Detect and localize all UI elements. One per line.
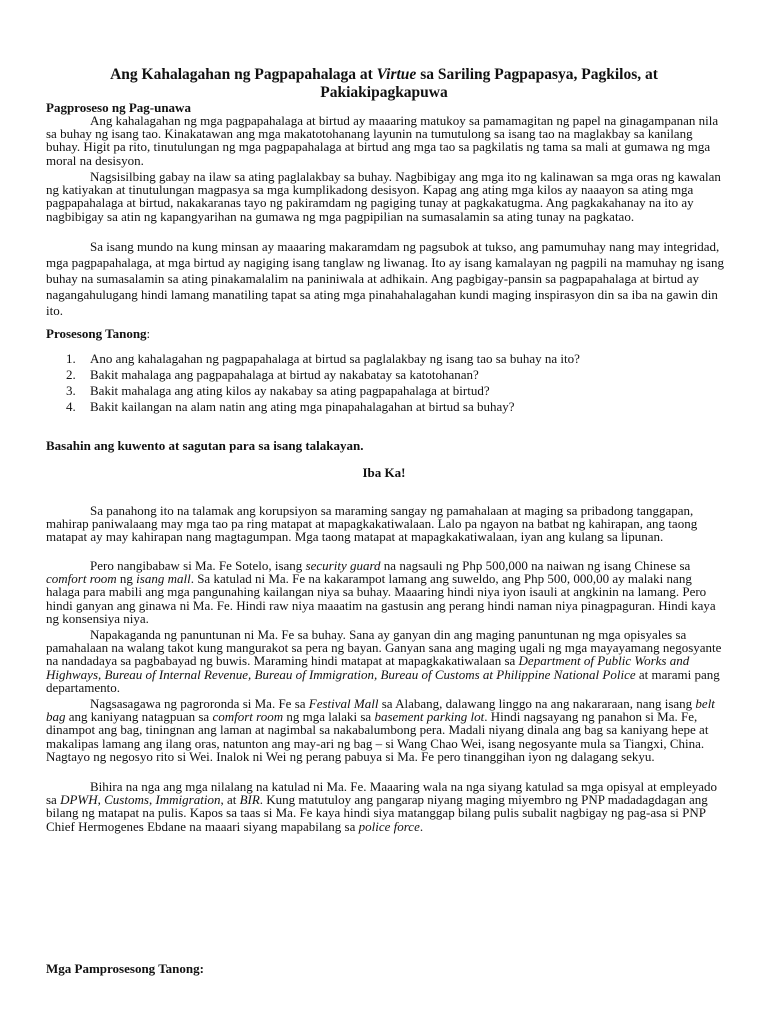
story-paragraph-5: Bihira na nga ang mga nilalang na katulad ni Ma. Fe. Maaaring wala na nga siyang katulad sa mga opisyal at empleyado sa DPWH, Customs, Immigration, at BIR. Kung matutuloy ang pangarap niyang maging miyembro ng PNP madadagdagan ang bilang ng matapat na pulis. Kapos sa taas si Ma. Fe kaya hindi siya matanggap bilang pulis subalit nagbigay ng pag-asa si PNP Chief Hermogenes Ebdane na maaari siyang mapabilang sa police force. [46,779,718,834]
list-item: 2. Bakit mahalaga ang pagpapahalaga at birtud ay nakabatay sa katotohanan? [66,367,479,382]
title-line-2: Pakiakipagkapuwa [320,84,448,101]
list-item: 1. Ano ang kahalagahan ng pagpapahalaga at birtud sa paglalakbay ng isang tao sa buhay na ito? [66,351,580,366]
list-item: 4. Bakit kailangan na alam natin ang ating mga pinapahalagahan at birtud sa buhay? [66,399,515,414]
title-line-1: Ang Kahalagahan ng Pagpapahalaga at Virtue sa Sariling Pagpapasya, Pagkilos, at [110,66,658,83]
story-title: Iba Ka! [362,465,406,480]
section-heading-pagproseso: Pagproseso ng Pag-unawa [46,100,191,115]
question-list [46,351,728,415]
story-paragraph-2: Pero nangibabaw si Ma. Fe Sotelo, isang security guard na nagsauli ng Php 500,000 na naiwan ng isang Chinese sa comfort room ng isang mall. Sa katulad ni Ma. Fe na kakarampot lamang ang suweldo, ang Php 500, 000,00 ay malaki nang halaga para mabili ang mga pangunahing kailangan niya sa buhay. Maaaring hindi niya iyon isauli at angkinin na lamang. Pero hindi ganyan ang ginawa ni Ma. Fe. Hindi raw niya maaatim na gastusin ang perang hindi naman niya pinagpaguran. Hindi kaya ng konsensiya niya. [46,558,716,626]
story-paragraph-1: Sa panahong ito na talamak ang korupsiyon sa maraming sangay ng pamahalaan at maging sa pribadong tanggapan, mahirap paniwalaang may mga tao pa ring matapat at mapagkakatiwalaan. Lalo pa ngayon na batbat ng kahirapan, ang taong matapat ay may kahirapan nang magtagumpan. Mga taong matapat at mapagkakatiwalaan, iyan ang kulang sa lipunan. [46,503,698,545]
document-title [46,66,722,102]
instruction-text: Basahin ang kuwento at sagutan para sa isang talakayan. [46,438,364,453]
paragraph-1: Ang kahalagahan ng mga pagpapahalaga at birtud ay maaaring matukoy sa pamamagitan ng papel na ginagampanan nila sa buhay ng isang tao. Kinakatawan ang mga makatotohanang layunin na tumutulong sa isang tao na maglakbay sa kanilang buhay. Higit pa rito, tinutulungan ng mga pagpapahalaga at birtud ang mga tao sa pagkilatis ng tama sa mali at gumawa ng mga moral na desisyon. [46,113,719,168]
footer-heading: Mga Pamprosesong Tanong: [46,961,204,976]
paragraph-2: Nagsisilbing gabay na ilaw sa ating paglalakbay sa buhay. Nagbibigay ang mga ito ng kalinawan sa mga oras ng kawalan ng katiyakan at tinutulungan magpasya sa mga kumplikadong desisyon. Kapag ang ating mga kilos ay naaayon sa ating mga pagpapahalaga at birtud, nakakaranas tayo ng pakiramdam ng pagiging tunay at pagkakatugma. Ang pagkakahanay na ito ay nagbibigay sa atin ng kapangyarihan na gumawa ng mga pagpipilian na sumasalamin sa ating tunay na pagkatao. [46,169,721,224]
paragraph-3: Sa isang mundo na kung minsan ay maaaring makaramdam ng pagsubok at tukso, ang pamumuhay nang may integridad, mga pagpapahalaga, at mga birtud ay nagiging isang tanglaw ng liwanag. Ito ay isang kamalayan ng pagpili na mamuhay ng isang buhay na sumasalamin sa ating pinakamalalim na paniniwala at adhikain. Ang pagbigay-pansin sa pagpapahalaga at birtud ay nagangahulugang hindi lamang manatiling tapat sa ating mga pinahahalagahan kundi maging inspirasyon din sa iba na gawin din ito. [46,239,724,318]
story-paragraph-4: Nagsasagawa ng pagroronda si Ma. Fe sa Festival Mall sa Alabang, dalawang linggo na ang nakararaan, nang isang belt bag ang kaniyang natagpuan sa comfort room ng mga lalaki sa basement parking lot. Hindi nagsayang ng panahon si Ma. Fe, dinampot ang bag, tiningnan ang laman at nagimbal sa nakabalumbong pera. Madali niyang dinala ang bag sa kaniyang hepe at makalipas lamang ang ilang oras, natunton ang may-ari ng bag – si Wang Chao Wei, isang negosyante mula sa Tiangxi, China. Nagtayo ng negosyo rito si Wei. Inalok ni Wei ng perang pabuya si Ma. Fe pero tinanggihan iyon ng dalagang sekyu. [46,696,715,764]
story-paragraph-3: Napakaganda ng panuntunan ni Ma. Fe sa buhay. Sana ay ganyan din ang maging panuntunan ng mga opisyales sa pamahalaan na walang takot kung mangurakot sa pera ng bayan. Ganyan sana ang maging ugali ng mga mayayamang negosyante na nandadaya sa pagbabayad ng buwis. Maraming hindi matapat at mapagkakatiwalaan sa Department of Public Works and Highways, Bureau of Internal Revenue, Bureau of Immigration, Bureau of Customs at Philippine National Police at marami pang departamento. [46,627,722,695]
list-item: 3. Bakit mahalaga ang ating kilos ay nakabay sa ating pagpapahalaga at birtud? [66,383,490,398]
section-heading-prosesong-tanong: Prosesong Tanong: [46,326,151,341]
